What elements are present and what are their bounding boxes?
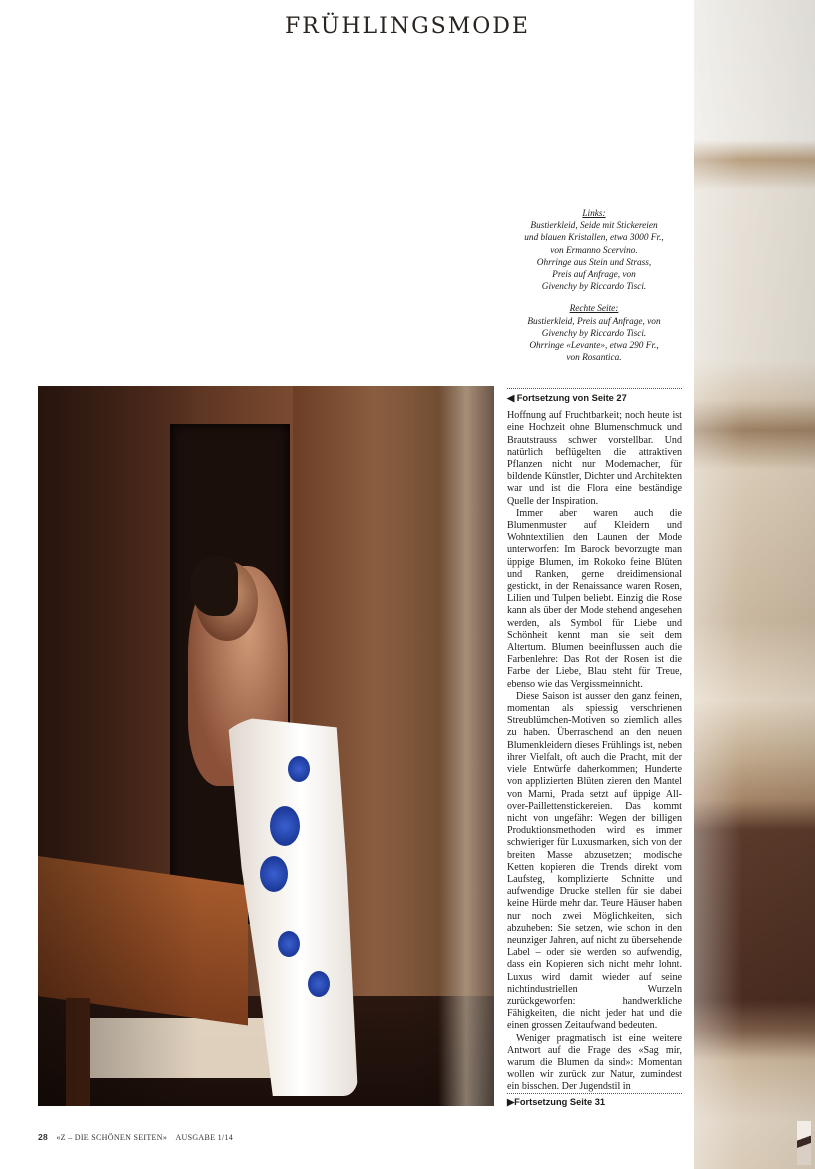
issue-label: AUSGABE 1/14	[175, 1133, 234, 1142]
caption-line: von Rosantica.	[566, 353, 622, 364]
fashion-photo	[38, 386, 494, 1106]
caption-line: Preis auf Anfrage, von	[552, 270, 636, 281]
caption-left-label: Links:	[582, 209, 606, 219]
page-footer	[38, 1132, 239, 1142]
caption-line: Ohrringe «Levante», etwa 290 Fr.,	[529, 341, 659, 352]
article-paragraph: Immer aber waren auch die Blumenmuster auf Kleidern und Wohntextilien den Launen der Mode unterworfen: Im Barock bevorzugte man üppige Blumen, im Rokoko feine Blüten und Ranken, gerne dreidimensional gestickt, in der Renaissance waren Rosen, Lilien und Tulpen beliebt. Einzig die Rose kann als über der Mode stehend angesehen werden, als Symbol für Liebe und Schönheit kennt man sie seit dem Altertum. Blumen beeinflussen auch die Farbenlehre: Das Rot der Rosen ist die Farbe der Liebe, Blau steht für Treue, ebenso wie das Vergissmeinnicht.	[507, 507, 682, 690]
adjacent-page-bleed	[694, 0, 815, 1169]
page-title: FRÜHLINGSMODE	[284, 14, 530, 39]
caption-left	[506, 208, 682, 293]
article-column	[507, 388, 682, 1094]
publication-name: «Z – DIE SCHÖNEN SEITEN»	[56, 1133, 168, 1142]
continued-to-note: ▶Fortsetzung Seite 31	[507, 1093, 682, 1108]
page-number: 28	[38, 1132, 49, 1142]
photo-caption	[506, 208, 682, 374]
caption-line: von Ermanno Scervino.	[550, 245, 638, 256]
article-paragraph: Weniger pragmatisch ist eine weitere Antwort auf die Frage des «Sag mir, warum die Blumen da sind»: Momentan wollen wir zurück zur Natur, zumindest ein bisschen. Der Jugendstil in	[507, 1032, 682, 1093]
caption-line: Ohrringe aus Stein und Strass,	[536, 257, 652, 268]
continued-from-note: ◀ Fortsetzung von Seite 27	[507, 388, 682, 404]
caption-line: Givenchy by Riccardo Tisci.	[541, 282, 647, 293]
caption-right-label: Rechte Seite:	[569, 304, 619, 315]
photo-vignette	[38, 386, 494, 1106]
article-paragraph: Diese Saison ist ausser den ganz feinen, momentan als spiessig verschrienen Streublümchen-Motiven so ziemlich alles zu haben. Überraschend an den neuen Blumenkleidern dieses Frühlings ist, neben ihrer Vielfalt, oft auch die Pracht, mit der viele Entwürfe daherkommen; Hunderte von applizierten Blüten zieren den Mantel von Marni, Prada setzt auf üppige All-over-Paillettenstickereien. Das kommt nicht von ungefähr: Wegen der billigen Produktionsmethoden wird es immer schwieriger für Luxusmarken, sich von der breiten Masse abzusetzen; modische Ketten kopieren die Trends direkt vom Laufsteg, komplizierte Schnitte und aufwendige Drucke stellen für sie dabei keine Hürde mehr dar. Teure Häuser haben nur noch zwei Möglichkeiten, sich abzuheben: Sie setzen, wie schon in den neunziger Jahren, auf nicht zu übersehende Label – oder sie werden so aufwendig, dass ein Kopieren sich nicht mehr lohnt. Luxus wird damit wieder auf seine nichtindustriellen Wurzeln zurückgeworfen: handwerkliche Fähigkeiten, die nicht jeder hat und die einen grossen Zeitaufwand bedeuten.	[507, 690, 682, 1032]
caption-line: und blauen Kristallen, etwa 3000 Fr.,	[524, 233, 664, 244]
caption-right	[506, 303, 682, 364]
article-paragraph: Hoffnung auf Fruchtbarkeit; noch heute ist eine Hochzeit ohne Blumenschmuck und Brautstrauss schwer vorstellbar. Und natürlich beflügelten die attraktiven Pflanzen nicht nur Modemacher, für bildende Künstler, Dichter und Architekten war und ist die Flora eine beständige Quelle der Inspiration.	[507, 410, 682, 507]
caption-line: Bustierkleid, Seide mit Stickereien	[530, 221, 658, 232]
caption-line: Bustierkleid, Preis auf Anfrage, von	[527, 316, 661, 327]
adjacent-page-detail	[797, 1121, 811, 1165]
caption-line: Givenchy by Riccardo Tisci.	[541, 328, 647, 339]
